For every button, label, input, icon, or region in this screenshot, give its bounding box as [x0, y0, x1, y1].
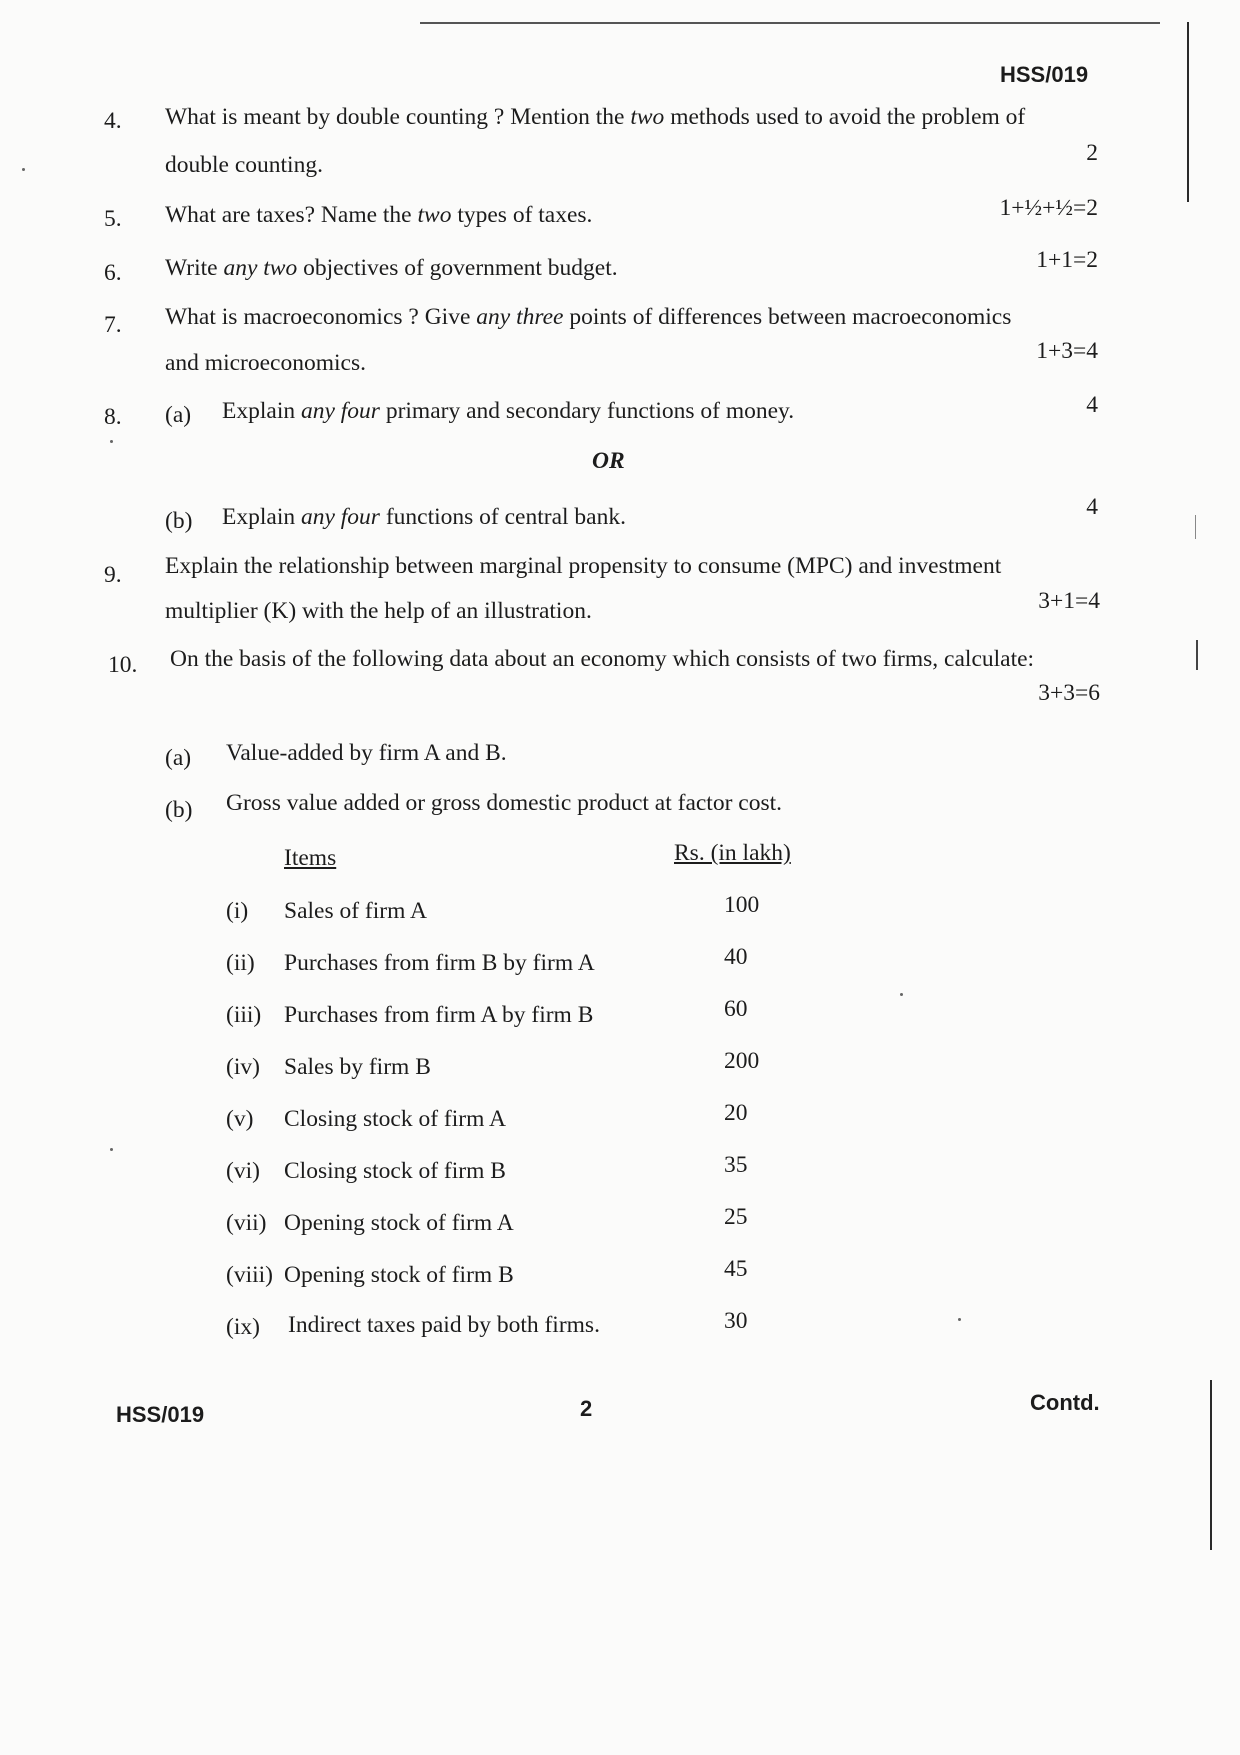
question-marks: 4: [1086, 392, 1098, 418]
scan-speck: [22, 168, 25, 171]
sub-question-label: (a): [165, 745, 192, 771]
question-number: 8.: [104, 404, 122, 430]
question-text-line: What is macroeconomics ? Give any three points of differences between macroeconomics: [165, 304, 1012, 330]
scan-speck: [110, 440, 113, 443]
question-marks: 3+3=6: [1038, 680, 1100, 706]
row-label: (i): [226, 898, 249, 924]
row-item: Closing stock of firm B: [284, 1158, 506, 1184]
sub-question-label: (b): [165, 797, 193, 823]
sub-question-text: Value-added by firm A and B.: [226, 740, 507, 766]
question-text-line: Explain the relationship between marginal propensity to consume (MPC) and investment: [165, 553, 1002, 579]
row-value: 45: [724, 1256, 748, 1282]
sub-question-text: Explain any four primary and secondary functions of money.: [222, 398, 795, 424]
row-label: (iv): [226, 1054, 260, 1080]
question-text-line: multiplier (K) with the help of an illustration.: [165, 598, 592, 624]
page-number: 2: [580, 1396, 593, 1421]
row-label: (vi): [226, 1158, 260, 1184]
sub-question-label: (b): [165, 508, 193, 534]
row-item: Purchases from firm B by firm A: [284, 950, 595, 976]
scan-speck: [110, 1148, 113, 1151]
row-label: (viii): [226, 1262, 273, 1288]
row-label: (ix): [226, 1314, 260, 1340]
scan-right-tick-1: [1196, 640, 1198, 670]
question-text-line: What are taxes? Name the two types of taxes.: [165, 202, 593, 228]
question-number: 9.: [104, 562, 122, 588]
continued-label: Contd.: [1030, 1390, 1100, 1415]
row-value: 20: [724, 1100, 748, 1126]
row-label: (ii): [226, 950, 255, 976]
question-number: 5.: [104, 206, 122, 232]
footer-paper-code: HSS/019: [116, 1402, 205, 1427]
question-text-line: Write any two objectives of government budget.: [165, 255, 618, 281]
row-item: Sales of firm A: [284, 898, 427, 924]
scan-top-rule: [420, 22, 1160, 24]
question-marks: 2: [1086, 140, 1098, 166]
row-label: (vii): [226, 1210, 267, 1236]
row-item: Indirect taxes paid by both firms.: [288, 1312, 600, 1338]
question-text-line: On the basis of the following data about an economy which consists of two firms, calculate:: [170, 646, 1035, 672]
sub-question-text: Explain any four functions of central bank.: [222, 504, 626, 530]
row-value: 60: [724, 996, 748, 1022]
or-separator: OR: [592, 448, 625, 474]
row-label: (v): [226, 1106, 254, 1132]
sub-question-label: (a): [165, 402, 192, 428]
sub-question-text: Gross value added or gross domestic product at factor cost.: [226, 790, 783, 816]
question-number: 6.: [104, 260, 122, 286]
question-text-line: double counting.: [165, 152, 323, 178]
scan-speck: [958, 1318, 961, 1321]
question-text-line: and microeconomics.: [165, 350, 366, 376]
scan-speck: [900, 993, 903, 996]
scan-right-tick-2: [1195, 515, 1196, 539]
row-value: 30: [724, 1308, 748, 1334]
question-marks: 4: [1086, 494, 1098, 520]
row-value: 40: [724, 944, 748, 970]
row-item: Opening stock of firm B: [284, 1262, 514, 1288]
question-text-line: What is meant by double counting ? Mention the two methods used to avoid the problem of: [165, 104, 1026, 130]
table-header-value: Rs. (in lakh): [674, 840, 791, 866]
row-label: (iii): [226, 1002, 262, 1028]
row-item: Opening stock of firm A: [284, 1210, 514, 1236]
question-number: 4.: [104, 108, 122, 134]
header-paper-code: HSS/019: [1000, 62, 1089, 87]
row-value: 200: [724, 1048, 760, 1074]
scan-right-edge-bottom: [1210, 1380, 1212, 1550]
question-marks: 1+½+½=2: [999, 195, 1098, 221]
row-value: 35: [724, 1152, 748, 1178]
row-item: Closing stock of firm A: [284, 1106, 506, 1132]
question-marks: 3+1=4: [1038, 588, 1100, 614]
question-number: 10.: [108, 652, 138, 678]
table-header-items: Items: [284, 845, 337, 871]
question-number: 7.: [104, 312, 122, 338]
row-item: Purchases from firm A by firm B: [284, 1002, 594, 1028]
row-value: 100: [724, 892, 760, 918]
scan-right-edge-top: [1187, 22, 1189, 202]
question-marks: 1+1=2: [1036, 247, 1098, 273]
row-item: Sales by firm B: [284, 1054, 431, 1080]
row-value: 25: [724, 1204, 748, 1230]
question-marks: 1+3=4: [1036, 338, 1098, 364]
